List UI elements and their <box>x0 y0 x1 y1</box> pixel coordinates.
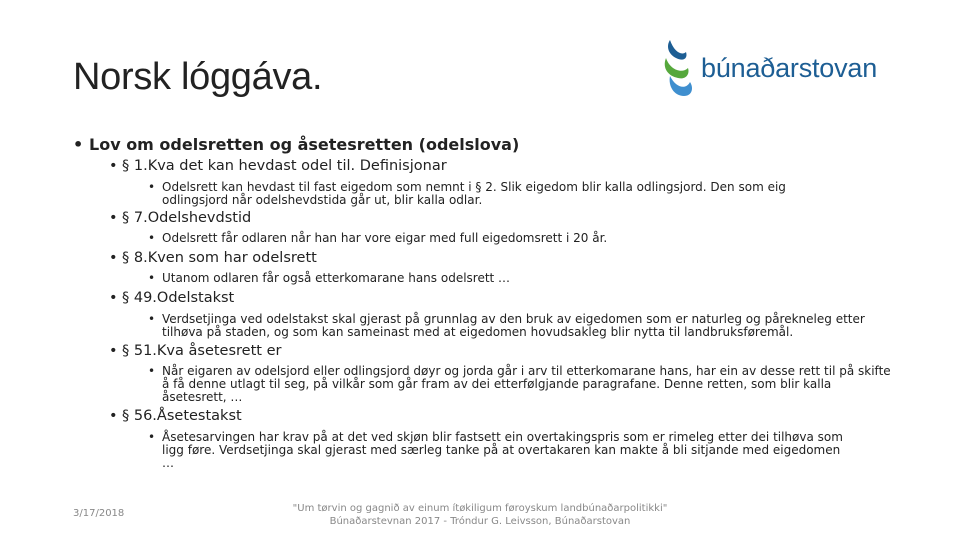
bullet-level3 <box>148 181 852 207</box>
bullet-text: Åsetesarvingen har krav på at det ved skjøn blir fastsett ein overtakingspris som er rimeleg etter dei tilhøva som ligg føre. Verdsetjinga skal gjerast med særleg tanke på at overtakaren kan makte å bli sitjande med eigedomen … <box>162 430 843 470</box>
bullet-level2 <box>109 210 251 226</box>
logo-wordmark: búnaðarstovan <box>701 53 878 83</box>
bullet-dot-icon: • <box>109 250 118 266</box>
bullet-text: Lov om odelsretten og åsetesretten (odelslova) <box>89 135 520 154</box>
bullet-dot-icon: • <box>148 231 156 245</box>
footer-date: 3/17/2018 <box>73 508 125 519</box>
bullet-text: § 1.Kva det kan hevdast odel til. Definisjonar <box>122 158 447 174</box>
bullet-level1 <box>73 135 519 154</box>
bullet-level3 <box>148 431 852 470</box>
bullet-dot-icon: • <box>148 271 156 285</box>
bullet-level2 <box>109 343 281 359</box>
bullet-level3 <box>148 272 852 285</box>
bullet-dot-icon: • <box>148 180 156 194</box>
bullet-dot-icon: • <box>109 210 118 226</box>
bullet-level2 <box>109 290 234 306</box>
footer-caption <box>260 502 700 528</box>
bullet-text: Odelsrett kan hevdast til fast eigedom som nemnt i § 2. Slik eigedom blir kalla odlingsjord. Den som eig odlingsjord når odelshevdstida går ut, blir kalla odlar. <box>162 180 786 207</box>
bullet-dot-icon: • <box>148 312 156 326</box>
bullet-text: Når eigaren av odelsjord eller odlingsjord døyr og jorda går i arv til etterkomarane hans, har ein av desse rett til på skifte å få denne utlagt til seg, på vilkår som går fram av dei etterfølgjande paragrafane. Denne retten, som blir kalla åsetesrett, … <box>162 364 891 404</box>
bullet-dot-icon: • <box>109 408 118 424</box>
slide-title: Norsk lóggáva. <box>73 56 323 98</box>
bullet-dot-icon: • <box>109 158 118 174</box>
bullet-text: § 7.Odelshevdstid <box>122 210 252 226</box>
bullet-dot-icon: • <box>73 135 84 154</box>
bullet-level3 <box>148 313 892 339</box>
bullet-level2 <box>109 158 447 174</box>
footer-line1: "Um tørvin og gagnið av einum ítøkiligum føroyskum landbúnaðarpolitikki" <box>292 503 668 514</box>
bullet-level2 <box>109 408 242 424</box>
bullet-level3 <box>148 365 892 404</box>
bullet-text: § 56.Åsetestakst <box>122 408 242 424</box>
bullet-text: Odelsrett får odlaren når han har vore eigar med full eigedomsrett i 20 år. <box>162 231 608 245</box>
bullet-text: § 51.Kva åsetesrett er <box>122 343 282 359</box>
bullet-dot-icon: • <box>109 290 118 306</box>
bullet-level2 <box>109 250 317 266</box>
bullet-text: Verdsetjinga ved odelstakst skal gjerast på grunnlag av den bruk av eigedomen som er naturleg og pårekneleg etter tilhøva på staden, og som kan sameinast med at eigedomen hovudsakleg blir nytta til landbruksføremål. <box>162 312 865 339</box>
bullet-dot-icon: • <box>109 343 118 359</box>
bullet-text: § 8.Kven som har odelsrett <box>122 250 317 266</box>
bullet-dot-icon: • <box>148 430 156 444</box>
footer-line2: Búnaðarstevnan 2017 - Tróndur G. Leivsson, Búnaðarstovan <box>329 516 631 527</box>
bullet-text: § 49.Odelstakst <box>122 290 235 306</box>
bullet-dot-icon: • <box>148 364 156 378</box>
bullet-level3 <box>148 232 852 245</box>
bullet-text: Utanom odlaren får også etterkomarane hans odelsrett … <box>162 271 511 285</box>
